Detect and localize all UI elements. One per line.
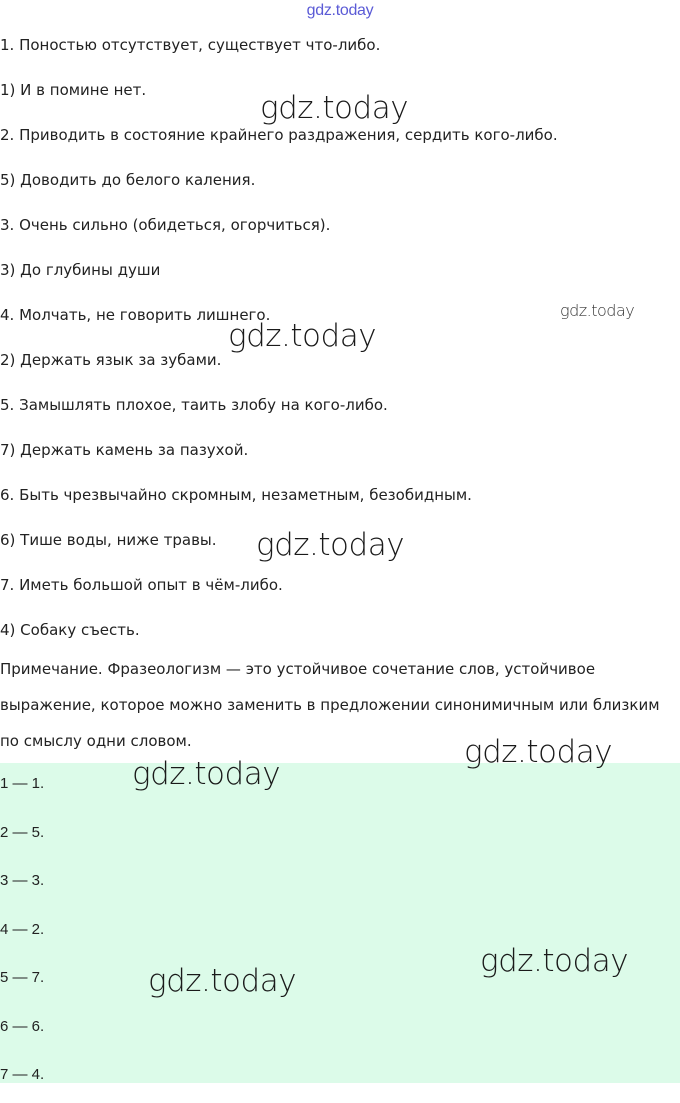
answer-line: 4 — 2.	[0, 920, 45, 938]
definition-line: 4. Молчать, не говорить лишнего.	[0, 306, 271, 324]
note-paragraph: Примечание. Фразеологизм — это устойчивое сочетание слов, устойчивое выражение, которое можно заменить в предложении синонимичным или близким по смыслу одни словом.	[0, 660, 660, 750]
phrase-line: 6) Тише воды, ниже травы.	[0, 531, 217, 549]
phrase-line: 5) Доводить до белого каления.	[0, 171, 256, 189]
watermark: gdz.today	[148, 963, 297, 999]
phrase-line: 2) Держать язык за зубами.	[0, 351, 222, 369]
phrase-line: 4) Собаку съесть.	[0, 621, 140, 639]
watermark: gdz.today	[132, 756, 281, 792]
definition-line: 5. Замышлять плохое, таить злобу на кого-либо.	[0, 396, 388, 414]
answer-line: 6 — 6.	[0, 1017, 45, 1035]
header-watermark: gdz.today	[306, 2, 374, 19]
watermark: gdz.today	[256, 527, 405, 563]
definition-line: 3. Очень сильно (обидеться, огорчиться).	[0, 216, 331, 234]
phrase-line: 3) До глубины души	[0, 261, 161, 279]
definition-line: 7. Иметь большой опыт в чём-либо.	[0, 576, 283, 594]
watermark: gdz.today	[464, 734, 613, 770]
phrase-line: 1) И в помине нет.	[0, 81, 147, 99]
answer-line: 3 — 3.	[0, 872, 45, 889]
watermark: gdz.today	[228, 318, 377, 354]
definition-line: 2. Приводить в состояние крайнего раздражения, сердить кого-либо.	[0, 126, 558, 144]
content-text	[0, 30, 680, 759]
definition-line: 6. Быть чрезвычайно скромным, незаметным, безобидным.	[0, 486, 472, 504]
definition-line: 1. Поностью отсутствует, существует что-либо.	[0, 36, 381, 54]
watermark: gdz.today	[560, 301, 635, 320]
watermark: gdz.today	[480, 943, 629, 979]
phrase-line: 7) Держать камень за пазухой.	[0, 441, 249, 459]
answer-line: 2 — 5.	[0, 823, 45, 841]
answer-line: 7 — 4.	[0, 1066, 45, 1083]
answer-line: 1 — 1.	[0, 775, 45, 792]
answer-line: 5 — 7.	[0, 969, 45, 986]
answers-block	[0, 763, 680, 1083]
watermark: gdz.today	[260, 90, 409, 126]
